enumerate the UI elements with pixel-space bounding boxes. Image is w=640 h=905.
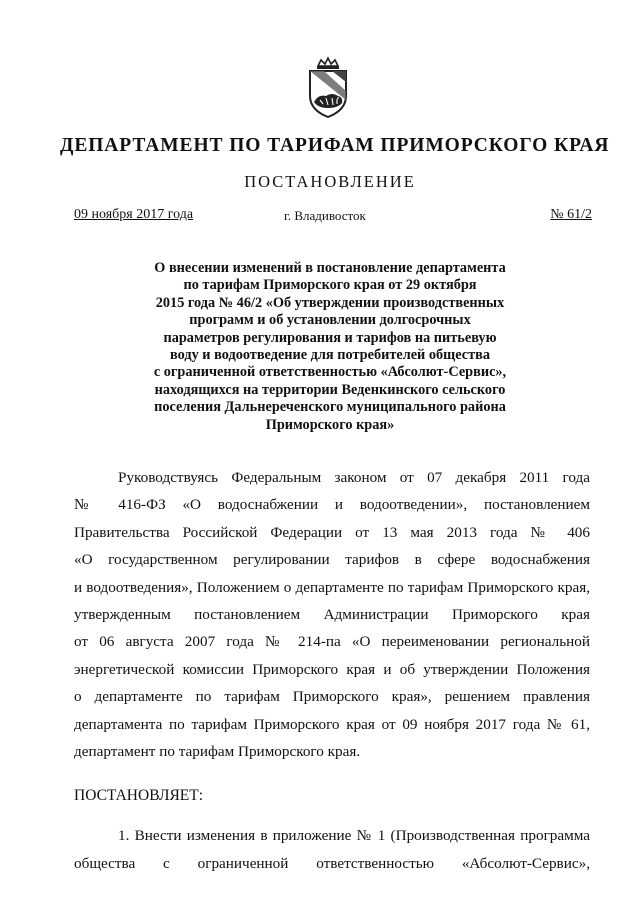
heading-line: находящихся на территории Веденкинского сельского bbox=[154, 381, 506, 398]
heading-line: воду и водоотведение для потребителей общества bbox=[169, 347, 490, 364]
paragraph-line: энергетической комиссии Приморского края и об утверждении Положения bbox=[74, 660, 590, 678]
document-city: г. Владивосток bbox=[284, 208, 366, 223]
heading-line: параметров регулирования и тарифов на питьевую bbox=[163, 329, 497, 346]
document-number: № 61/2 bbox=[550, 207, 592, 222]
document-type: ПОСТАНОВЛЕНИЕ bbox=[244, 172, 416, 191]
preamble-paragraph bbox=[74, 464, 590, 765]
paragraph-line: общества с ограниченной ответственностью «Абсолют-Сервис», bbox=[74, 855, 590, 872]
paragraph-line: от 06 августа 2007 года № 214-па «О переименовании региональной bbox=[74, 633, 590, 651]
resolution-item-1 bbox=[74, 822, 590, 878]
heading-line: программ и об установлении долгосрочных bbox=[189, 312, 471, 329]
paragraph-line: департамента по тарифам Приморского края от 09 ноября 2017 года № 61, bbox=[74, 715, 590, 733]
paragraph-line: «О государственном регулировании тарифов в сфере водоснабжения bbox=[74, 551, 590, 569]
heading-line: Приморского края» bbox=[265, 416, 395, 433]
paragraph-line: утвержденным постановлением Администрации Приморского края bbox=[74, 605, 590, 623]
paragraph-line: 1. Внести изменения в приложение № 1 (Производственная программа bbox=[118, 827, 590, 844]
document-heading bbox=[80, 260, 580, 434]
department-title: ДЕПАРТАМЕНТ ПО ТАРИФАМ ПРИМОРСКОГО КРАЯ bbox=[60, 135, 610, 156]
document-date: 09 ноября 2017 года bbox=[74, 207, 194, 222]
resolves-heading: ПОСТАНОВЛЯЕТ: bbox=[74, 787, 204, 804]
coat-of-arms-icon bbox=[296, 56, 360, 120]
heading-line: с ограниченной ответственностью «Абсолют-Сервис», bbox=[153, 364, 507, 381]
paragraph-line: о департаменте по тарифам Приморского края», решением правления bbox=[74, 688, 590, 706]
paragraph-line: Правительства Российской Федерации от 13 мая 2013 года № 406 bbox=[74, 523, 590, 541]
paragraph-line: и водоотведения», Положением о департаменте по тарифам Приморского края, bbox=[74, 578, 590, 596]
heading-line: 2015 года № 46/2 «Об утверждении производственных bbox=[155, 294, 505, 311]
heading-line: поселения Дальнереченского муниципального района bbox=[154, 399, 506, 416]
paragraph-line: № 416-ФЗ «О водоснабжении и водоотведении», постановлением bbox=[74, 496, 590, 514]
heading-line: О внесении изменений в постановление департамента bbox=[154, 260, 506, 276]
heading-line: по тарифам Приморского края от 29 октября bbox=[183, 277, 477, 294]
paragraph-line: Руководствуясь Федеральным законом от 07 декабря 2011 года bbox=[118, 469, 590, 486]
paragraph-line: департамент по тарифам Приморского края. bbox=[74, 742, 361, 760]
